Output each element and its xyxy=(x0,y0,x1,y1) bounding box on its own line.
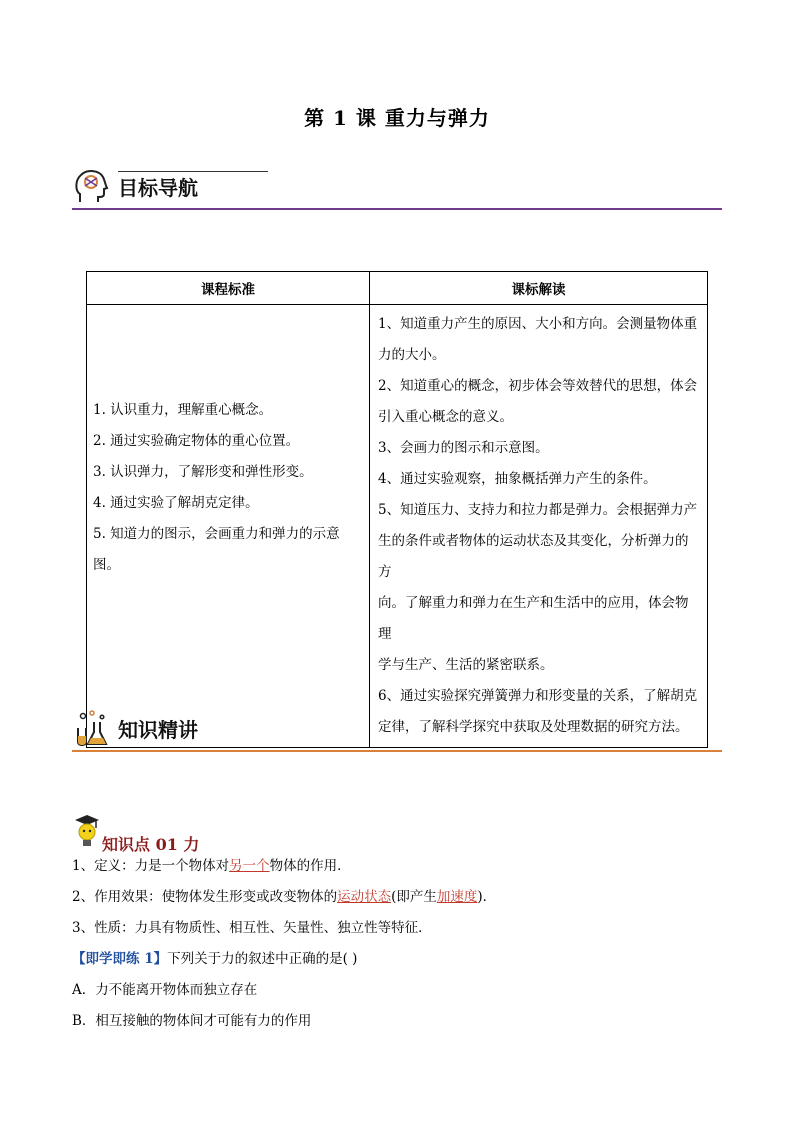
table-header-row xyxy=(87,272,708,305)
course-standards-table xyxy=(86,271,708,748)
list-item: 力的大小。 xyxy=(378,347,446,363)
lab-flask-icon xyxy=(72,708,112,748)
effect-text: 2、作用效果：使物体发生形变或改变物体的 xyxy=(72,889,338,905)
thinking-head-icon xyxy=(72,166,112,206)
definition-line xyxy=(72,851,722,882)
list-item: 4、通过实验观察，抽象概括弹力产生的条件。 xyxy=(378,471,657,487)
effect-line xyxy=(72,882,722,913)
section-title-goals: 目标导航 xyxy=(118,176,198,200)
list-item: 生的条件或者物体的运动状态及其变化，分析弹力的方 xyxy=(378,533,689,580)
standards-cell xyxy=(87,305,370,748)
list-item: 2. 通过实验确定物体的重心位置。 xyxy=(93,433,300,449)
graduate-bulb-icon xyxy=(72,812,102,850)
list-item: 2、知道重心的概念，初步体会等效替代的思想，体会 xyxy=(378,378,698,394)
section-header-knowledge xyxy=(72,708,722,752)
effect-underline-motion: 运动状态 xyxy=(337,889,392,905)
knowledge-content xyxy=(72,851,722,1037)
list-item: 引入重心概念的意义。 xyxy=(378,409,513,425)
effect-suffix: )． xyxy=(477,889,497,905)
list-item: 6、通过实验探究弹簧弹力和形变量的关系，了解胡克 xyxy=(378,688,698,704)
list-item: 1、知道重力产生的原因、大小和方向。会测量物体重 xyxy=(378,316,698,332)
list-item: 向。了解重力和弹力在生产和生活中的应用，体会物理 xyxy=(378,595,689,642)
option-a: A．力不能离开物体而独立存在 xyxy=(72,982,258,998)
practice-question: 下列关于力的叙述中正确的是( ) xyxy=(167,951,358,967)
section-rule-purple xyxy=(72,208,722,210)
table-row xyxy=(87,305,708,748)
practice-tag: 【即学即练 1】 xyxy=(72,951,168,967)
list-item: 4. 通过实验了解胡克定律。 xyxy=(93,495,259,511)
effect-underline-acceleration: 加速度 xyxy=(436,889,478,905)
knowledge-point-title: 知识点 01 力 xyxy=(102,835,200,854)
section-title-knowledge: 知识精讲 xyxy=(118,718,198,742)
knowledge-point-heading xyxy=(72,812,722,852)
definition-suffix: 物体的作用． xyxy=(269,858,351,874)
definition-text: 1、定义：力是一个物体对 xyxy=(72,858,230,874)
list-item: 学与生产、生活的紧密联系。 xyxy=(378,657,554,673)
list-item: 5. 知道力的图示，会画重力和弹力的示意 xyxy=(93,526,340,542)
section-rule-orange xyxy=(72,750,722,752)
list-item: 定律，了解科学探究中获取及处理数据的研究方法。 xyxy=(378,719,689,735)
interpretation-cell xyxy=(370,305,708,748)
table-header-standards: 课程标准 xyxy=(87,272,370,305)
list-item: 图。 xyxy=(93,557,120,573)
definition-underline: 另一个 xyxy=(229,858,270,874)
section-header-goals xyxy=(72,166,722,210)
table-header-interpretation: 课标解读 xyxy=(370,272,708,305)
nature-line: 3、性质：力具有物质性、相互性、矢量性、独立性等特征． xyxy=(72,920,432,936)
option-b: B．相互接触的物体间才可能有力的作用 xyxy=(72,1013,312,1029)
practice-line xyxy=(72,944,722,975)
page-title: 第 1 课 重力与弹力 xyxy=(304,106,490,130)
effect-mid: (即产生 xyxy=(391,889,437,905)
list-item: 1. 认识重力，理解重心概念。 xyxy=(93,402,273,418)
list-item: 5、知道压力、支持力和拉力都是弹力。会根据弹力产 xyxy=(378,502,698,518)
list-item: 3、会画力的图示和示意图。 xyxy=(378,440,549,456)
list-item: 3. 认识弹力，了解形变和弹性形变。 xyxy=(93,464,313,480)
